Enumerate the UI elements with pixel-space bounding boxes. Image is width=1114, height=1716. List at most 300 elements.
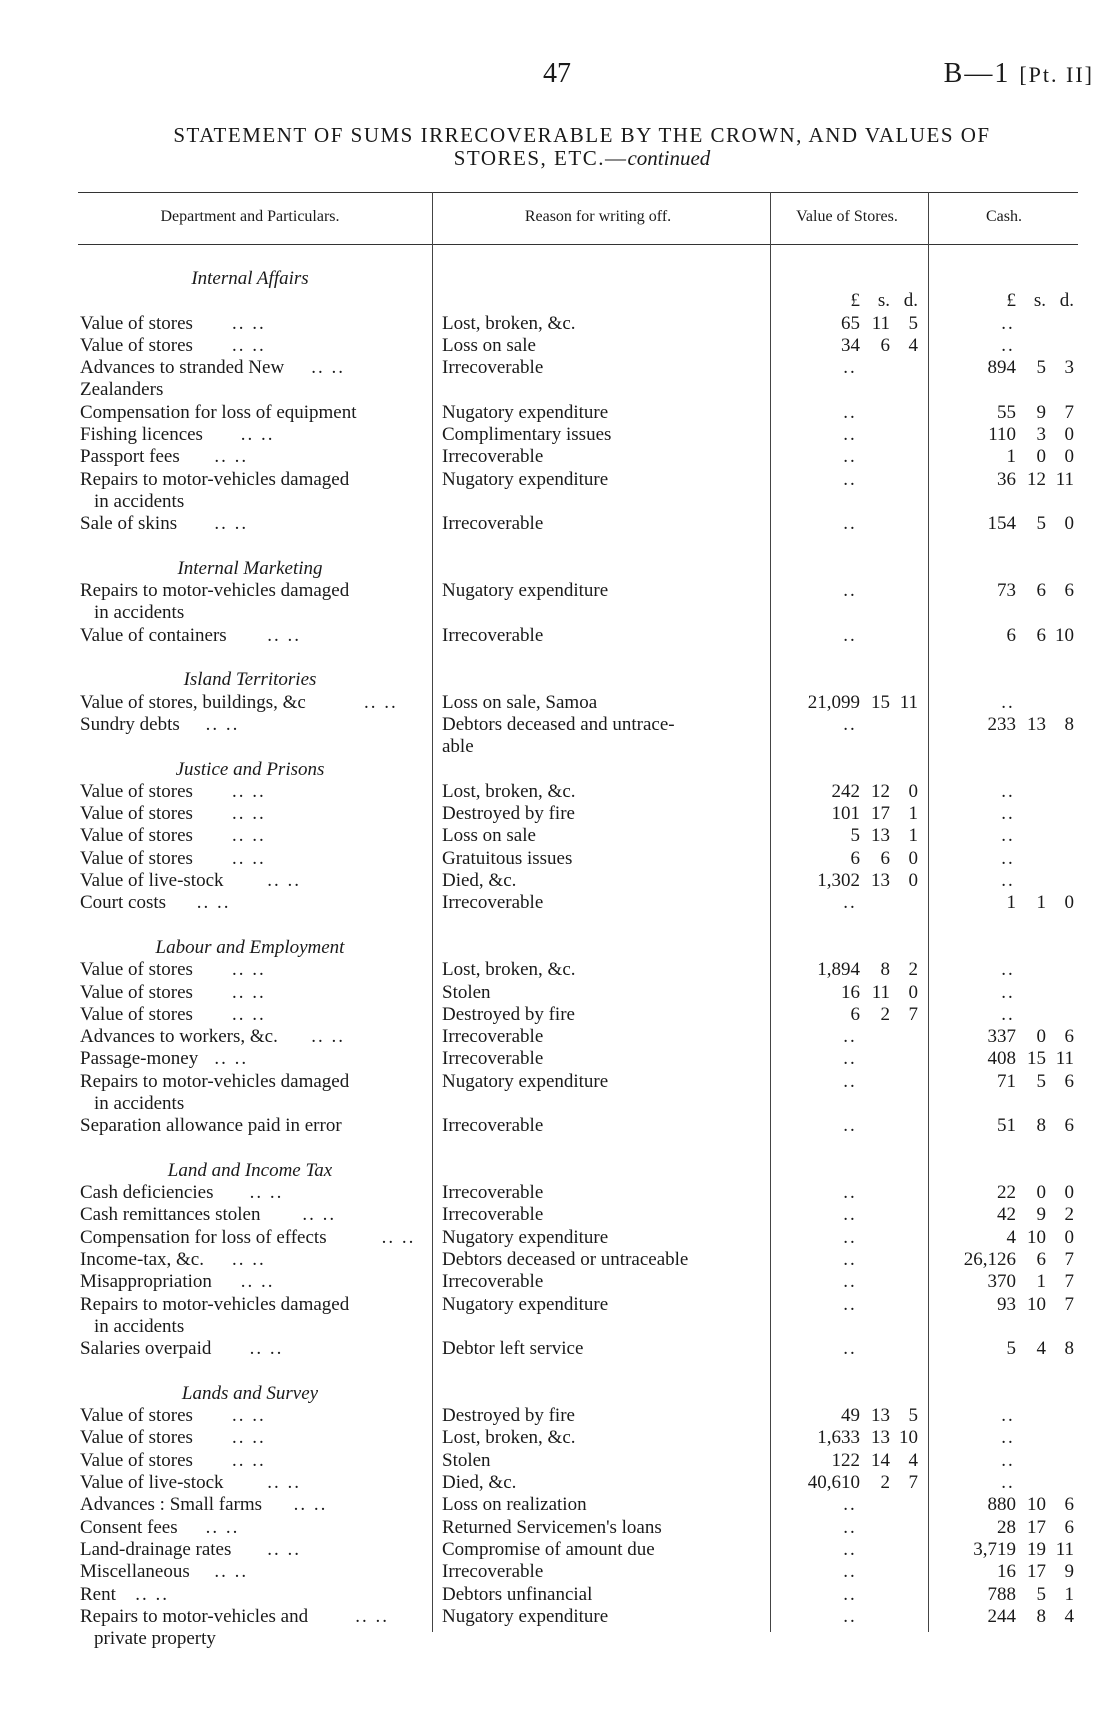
cash-shillings: 5: [1036, 1070, 1046, 1092]
leader-dots: .. ..: [205, 1516, 240, 1538]
cash-nil: ..: [1001, 334, 1015, 356]
cash-nil: ..: [1001, 870, 1015, 892]
cash-nil: ..: [1001, 847, 1015, 869]
leader-dots: .. ..: [135, 1583, 169, 1605]
shillings-unit: s.: [877, 290, 890, 312]
particular-text: Value of stores: [80, 825, 193, 847]
particular-text: Repairs to motor-vehicles damaged: [80, 1293, 350, 1315]
cash-pounds: 370: [987, 1271, 1016, 1293]
stores-nil: ..: [843, 1226, 857, 1248]
table-row: [80, 1249, 1080, 1271]
stores-nil: ..: [843, 357, 857, 379]
cash-pounds: 894: [987, 357, 1016, 379]
reason-text: Irrecoverable: [442, 1561, 544, 1583]
table-row: [80, 1405, 1080, 1427]
stores-shillings: 6: [880, 847, 890, 869]
pence-unit: d.: [1059, 290, 1074, 312]
stores-shillings: 15: [871, 691, 890, 713]
reason-text: Nugatory expenditure: [442, 1293, 609, 1315]
cash-shillings: 17: [1027, 1516, 1046, 1538]
stores-pounds: 21,099: [807, 691, 860, 713]
stores-nil: ..: [843, 1494, 857, 1516]
particular-text: Cash remittances stolen: [80, 1204, 261, 1226]
reason-text: Loss on realization: [442, 1494, 587, 1516]
stores-shillings: 11: [871, 312, 890, 334]
cash-pence: 8: [1064, 713, 1074, 735]
particular-text: Fishing licences: [80, 424, 203, 446]
cash-nil: ..: [1001, 1405, 1015, 1427]
reason-text: Died, &c.: [442, 1472, 517, 1494]
particular-text: Value of live-stock: [80, 870, 224, 892]
cash-pence: 7: [1064, 1271, 1074, 1293]
stores-nil: ..: [843, 424, 857, 446]
reason-text: Irrecoverable: [442, 1182, 544, 1204]
leader-dots: .. ..: [214, 1561, 249, 1583]
particular-text: Advances to workers, &c.: [80, 1026, 278, 1048]
cash-shillings: 9: [1036, 401, 1046, 423]
reason-text: Irrecoverable: [442, 624, 544, 646]
leader-dots: .. ..: [311, 1026, 345, 1048]
reason-text: Irrecoverable: [442, 1204, 544, 1226]
table-row: [80, 848, 1080, 870]
cash-pence: 11: [1055, 1048, 1074, 1070]
reason-text: Stolen: [442, 981, 491, 1003]
table-row: [80, 1628, 1080, 1650]
stores-nil: ..: [843, 1048, 857, 1070]
table-row: [80, 1338, 1080, 1360]
cash-pounds: 93: [997, 1293, 1016, 1315]
particular-text: Value of stores: [80, 1427, 193, 1449]
table-row: [80, 1584, 1080, 1606]
cash-pounds: 51: [997, 1115, 1016, 1137]
reason-text: Nugatory expenditure: [442, 1070, 609, 1092]
section-heading: Internal Marketing: [177, 557, 323, 579]
leader-dots: .. ..: [196, 892, 231, 914]
cash-pence: 6: [1064, 1070, 1074, 1092]
cash-pence: 10: [1055, 624, 1074, 646]
particular-text: Separation allowance paid in error: [80, 1115, 342, 1137]
shillings-unit: s.: [1033, 290, 1046, 312]
page-number: 47: [543, 58, 571, 89]
stores-nil: ..: [843, 1293, 857, 1315]
stores-pence: 1: [908, 803, 918, 825]
table-row: [80, 446, 1080, 468]
particular-text: Value of stores: [80, 1405, 193, 1427]
section-heading: Island Territories: [183, 669, 317, 691]
cash-shillings: 10: [1027, 1226, 1046, 1248]
table-row: [80, 1472, 1080, 1494]
stores-nil: ..: [843, 401, 857, 423]
reason-text: Lost, broken, &c.: [442, 312, 576, 334]
reason-text: Nugatory expenditure: [442, 468, 609, 490]
leader-dots: .. ..: [232, 847, 266, 869]
particular-text: Repairs to motor-vehicles damaged: [80, 1070, 350, 1092]
leader-dots: .. ..: [214, 446, 249, 468]
cash-shillings: 9: [1036, 1204, 1046, 1226]
stores-pounds: 6: [850, 1003, 860, 1025]
stores-nil: ..: [843, 446, 857, 468]
reason-text: Irrecoverable: [442, 1048, 544, 1070]
particular-text: Repairs to motor-vehicles damaged: [80, 468, 350, 490]
table-row: [80, 959, 1080, 981]
stores-nil: ..: [843, 1583, 857, 1605]
cash-shillings: 5: [1036, 1583, 1046, 1605]
table-row: [80, 1004, 1080, 1026]
stores-nil: ..: [843, 1182, 857, 1204]
cash-shillings: 10: [1027, 1494, 1046, 1516]
table-row: [80, 513, 1080, 535]
particular-text: Income-tax, &c.: [80, 1249, 204, 1271]
stores-pence: 1: [908, 825, 918, 847]
cash-pounds: 28: [997, 1516, 1016, 1538]
cash-pence: 0: [1064, 424, 1074, 446]
cash-pounds: 408: [987, 1048, 1016, 1070]
section-heading-row: [80, 937, 1080, 959]
cash-shillings: 8: [1036, 1115, 1046, 1137]
cash-pence: 4: [1064, 1605, 1074, 1627]
stores-pounds: 5: [850, 825, 860, 847]
reason-text: Complimentary issues: [442, 424, 612, 446]
stores-shillings: 2: [880, 1472, 890, 1494]
leader-dots: .. ..: [232, 825, 266, 847]
leader-dots: .. ..: [232, 1427, 266, 1449]
reason-text: Debtors unfinancial: [442, 1583, 593, 1605]
table-row: [80, 803, 1080, 825]
table-row: [80, 1204, 1080, 1226]
cash-nil: ..: [1001, 981, 1015, 1003]
cash-nil: ..: [1001, 312, 1015, 334]
stores-pence: 7: [908, 1472, 918, 1494]
stores-shillings: 17: [871, 803, 890, 825]
table-row: [80, 625, 1080, 647]
cash-pounds: 16: [997, 1561, 1016, 1583]
reason-text: Irrecoverable: [442, 446, 544, 468]
cash-nil: ..: [1001, 780, 1015, 802]
table-row: [80, 1026, 1080, 1048]
cash-pence: 6: [1064, 1494, 1074, 1516]
statement-table: [80, 268, 1080, 1650]
stores-pence: 5: [908, 1405, 918, 1427]
table-row: [80, 357, 1080, 379]
table-row: [80, 313, 1080, 335]
stores-pence: 7: [908, 1003, 918, 1025]
table-row: [80, 580, 1080, 602]
leader-dots: .. ..: [311, 357, 345, 379]
cash-pence: 1: [1064, 1583, 1074, 1605]
particular-text: private property: [94, 1628, 216, 1650]
particular-text: Land-drainage rates: [80, 1538, 232, 1560]
title-line-2: [82, 147, 1082, 170]
reason-text: Gratuitous issues: [442, 847, 573, 869]
leader-dots: .. ..: [232, 1249, 266, 1271]
stores-pounds: 1,302: [817, 870, 860, 892]
particular-text: Value of stores: [80, 334, 193, 356]
stores-pence: 10: [899, 1427, 918, 1449]
cash-pence: 8: [1064, 1338, 1074, 1360]
stores-shillings: 11: [871, 981, 890, 1003]
stores-pence: 0: [908, 870, 918, 892]
table-row: [80, 1316, 1080, 1338]
table-row: [80, 1138, 1080, 1160]
reason-text: Nugatory expenditure: [442, 1226, 609, 1248]
particular-text: in accidents: [94, 1092, 185, 1114]
stores-pounds: 40,610: [807, 1472, 860, 1494]
stores-shillings: 14: [871, 1449, 890, 1471]
reason-text: Nugatory expenditure: [442, 401, 609, 423]
particular-text: Passage-money: [80, 1048, 199, 1070]
reason-text: Irrecoverable: [442, 1026, 544, 1048]
section-heading-row: [80, 1383, 1080, 1405]
cash-shillings: 5: [1036, 357, 1046, 379]
leader-dots: .. ..: [214, 513, 249, 535]
cash-pounds: 244: [987, 1605, 1016, 1627]
part-label: [Pt. II]: [1019, 62, 1094, 87]
cash-pence: 0: [1064, 446, 1074, 468]
table-row: [80, 1227, 1080, 1249]
table-row: [80, 1071, 1080, 1093]
stores-nil: ..: [843, 1561, 857, 1583]
table-row: [80, 1539, 1080, 1561]
stores-shillings: 13: [871, 870, 890, 892]
stores-pounds: 34: [841, 334, 860, 356]
leader-dots: .. ..: [232, 981, 266, 1003]
reason-text: Irrecoverable: [442, 513, 544, 535]
cash-shillings: 3: [1036, 424, 1046, 446]
leader-dots: .. ..: [214, 1048, 249, 1070]
leader-dots: .. ..: [355, 1605, 389, 1627]
stores-shillings: 13: [871, 1427, 890, 1449]
particular-text: in accidents: [94, 490, 185, 512]
cash-pounds: 154: [987, 513, 1016, 535]
table-row: [80, 870, 1080, 892]
cash-pounds: 880: [987, 1494, 1016, 1516]
section-heading: Labour and Employment: [155, 936, 345, 958]
stores-shillings: 6: [880, 334, 890, 356]
cash-pence: 0: [1064, 892, 1074, 914]
table-row: [80, 714, 1080, 736]
reason-text: Died, &c.: [442, 870, 517, 892]
reason-text: Debtor left service: [442, 1338, 584, 1360]
col-header-reason: Reason for writing off.: [524, 208, 672, 225]
stores-shillings: 8: [880, 959, 890, 981]
particular-text: Value of stores: [80, 312, 193, 334]
particular-text: Sundry debts: [80, 713, 180, 735]
leader-dots: .. ..: [240, 1271, 275, 1293]
reason-text: Irrecoverable: [442, 1115, 544, 1137]
table-row: [80, 1427, 1080, 1449]
stores-nil: ..: [843, 713, 857, 735]
cash-pence: 0: [1064, 1182, 1074, 1204]
particular-text: Value of stores: [80, 803, 193, 825]
stores-nil: ..: [843, 892, 857, 914]
reason-text: Stolen: [442, 1449, 491, 1471]
table-row: [80, 1606, 1080, 1628]
cash-pounds: 337: [987, 1026, 1016, 1048]
reason-text: Destroyed by fire: [442, 803, 575, 825]
reason-text: Debtors deceased or untraceable: [442, 1249, 689, 1271]
stores-shillings: 2: [880, 1003, 890, 1025]
cash-nil: ..: [1001, 1427, 1015, 1449]
reason-text: Loss on sale: [442, 825, 536, 847]
table-row: [80, 290, 1080, 312]
stores-nil: ..: [843, 1271, 857, 1293]
particular-text: Value of containers: [80, 624, 227, 646]
section-heading-row: [80, 759, 1080, 781]
leader-dots: .. ..: [240, 424, 275, 446]
cash-nil: ..: [1001, 959, 1015, 981]
cash-shillings: 1: [1036, 892, 1046, 914]
table-row: [80, 469, 1080, 491]
section-heading: Justice and Prisons: [175, 758, 325, 780]
stores-pence: 0: [908, 847, 918, 869]
table-row: [80, 602, 1080, 624]
leader-dots: .. ..: [293, 1494, 328, 1516]
cash-shillings: 4: [1036, 1338, 1046, 1360]
particular-text: Compensation for loss of equipment: [80, 401, 357, 423]
particular-text: in accidents: [94, 602, 185, 624]
cash-pence: 0: [1064, 1226, 1074, 1248]
cash-pence: 11: [1055, 1538, 1074, 1560]
cash-pence: 6: [1064, 580, 1074, 602]
reason-text: Destroyed by fire: [442, 1003, 575, 1025]
leader-dots: .. ..: [232, 334, 266, 356]
cash-pounds: 1: [1006, 892, 1016, 914]
cash-shillings: 6: [1036, 580, 1046, 602]
cash-pounds: 55: [997, 401, 1016, 423]
table-row: [80, 1361, 1080, 1383]
stores-nil: ..: [843, 1115, 857, 1137]
particular-text: Value of stores: [80, 959, 193, 981]
table-row: [80, 892, 1080, 914]
table-row: [80, 491, 1080, 513]
stores-nil: ..: [843, 1516, 857, 1538]
table-row: [80, 1450, 1080, 1472]
stores-shillings: 12: [871, 780, 890, 802]
table-row: [80, 1517, 1080, 1539]
section-heading-row: [80, 268, 1080, 290]
table-row: [80, 781, 1080, 803]
stores-pence: 2: [908, 959, 918, 981]
cash-shillings: 13: [1027, 713, 1046, 735]
cash-nil: ..: [1001, 825, 1015, 847]
document-reference: [944, 58, 1094, 90]
leader-dots: .. ..: [232, 1003, 266, 1025]
leader-dots: .. ..: [232, 312, 266, 334]
cash-pounds: 1: [1006, 446, 1016, 468]
cash-pence: 6: [1064, 1516, 1074, 1538]
cash-pounds: 6: [1006, 624, 1016, 646]
title-line-2-text: STORES, ETC.—: [453, 146, 628, 170]
table-row: [80, 1115, 1080, 1137]
table-row: [80, 536, 1080, 558]
cash-shillings: 19: [1027, 1538, 1046, 1560]
cash-nil: ..: [1001, 691, 1015, 713]
reason-text: Lost, broken, &c.: [442, 959, 576, 981]
cash-nil: ..: [1001, 1472, 1015, 1494]
stores-nil: ..: [843, 1070, 857, 1092]
cash-pence: 7: [1064, 1293, 1074, 1315]
cash-pence: 6: [1064, 1115, 1074, 1137]
stores-pence: 4: [908, 334, 918, 356]
particular-text: Value of stores: [80, 1003, 193, 1025]
section-heading: Land and Income Tax: [167, 1159, 333, 1181]
stores-pence: 0: [908, 981, 918, 1003]
stores-pounds: 122: [831, 1449, 860, 1471]
table-row: [80, 1182, 1080, 1204]
stores-nil: ..: [843, 1026, 857, 1048]
particular-text: Advances : Small farms: [80, 1494, 263, 1516]
stores-pounds: 1,894: [817, 959, 860, 981]
stores-pounds: 49: [841, 1405, 860, 1427]
stores-pounds: 65: [841, 312, 860, 334]
cash-shillings: 12: [1027, 468, 1046, 490]
cash-pence: 9: [1064, 1561, 1074, 1583]
leader-dots: .. ..: [249, 1338, 284, 1360]
reference-code: B—1: [943, 58, 1011, 89]
title-continued: continued: [627, 146, 711, 170]
cash-shillings: 1: [1036, 1271, 1046, 1293]
reason-text: able: [442, 736, 474, 758]
stores-nil: ..: [843, 468, 857, 490]
table-row: [80, 982, 1080, 1004]
particular-text: in accidents: [94, 1315, 185, 1337]
cash-pounds: 26,126: [963, 1249, 1016, 1271]
particular-text: Consent fees: [80, 1516, 178, 1538]
reason-text: Returned Servicemen's loans: [442, 1516, 662, 1538]
cash-shillings: 6: [1036, 1249, 1046, 1271]
particular-text: Repairs to motor-vehicles damaged: [80, 580, 350, 602]
reason-text: Lost, broken, &c.: [442, 780, 576, 802]
pound-unit: £: [1006, 290, 1016, 312]
section-heading: Internal Affairs: [191, 268, 309, 289]
cash-pounds: 42: [997, 1204, 1016, 1226]
stores-nil: ..: [843, 1204, 857, 1226]
stores-pence: 5: [908, 312, 918, 334]
pound-unit: £: [850, 290, 860, 312]
pence-unit: d.: [903, 290, 918, 312]
stores-pounds: 6: [850, 847, 860, 869]
reason-text: Irrecoverable: [442, 357, 544, 379]
cash-shillings: 0: [1036, 446, 1046, 468]
cash-pence: 7: [1064, 1249, 1074, 1271]
particular-text: Value of stores, buildings, &c: [80, 691, 306, 713]
table-row: [80, 1294, 1080, 1316]
cash-pence: 11: [1055, 468, 1074, 490]
stores-shillings: 13: [871, 825, 890, 847]
particular-text: Repairs to motor-vehicles and: [80, 1605, 309, 1627]
reason-text: Irrecoverable: [442, 892, 544, 914]
particular-text: Rent: [80, 1583, 116, 1605]
reason-text: Destroyed by fire: [442, 1405, 575, 1427]
table-row: [80, 1048, 1080, 1070]
cash-pence: 6: [1064, 1026, 1074, 1048]
particular-text: Zealanders: [80, 379, 164, 401]
leader-dots: .. ..: [381, 1226, 416, 1248]
leader-dots: .. ..: [267, 1538, 301, 1560]
cash-shillings: 15: [1027, 1048, 1046, 1070]
section-heading-row: [80, 1160, 1080, 1182]
table-row: [80, 1561, 1080, 1583]
stores-nil: ..: [843, 580, 857, 602]
reason-text: Nugatory expenditure: [442, 1605, 609, 1627]
section-heading-row: [80, 558, 1080, 580]
leader-dots: .. ..: [267, 870, 301, 892]
leader-dots: .. ..: [249, 1182, 284, 1204]
particular-text: Value of stores: [80, 847, 193, 869]
table-row: [80, 335, 1080, 357]
particular-text: Compensation for loss of effects: [80, 1226, 327, 1248]
table-row: [80, 1093, 1080, 1115]
